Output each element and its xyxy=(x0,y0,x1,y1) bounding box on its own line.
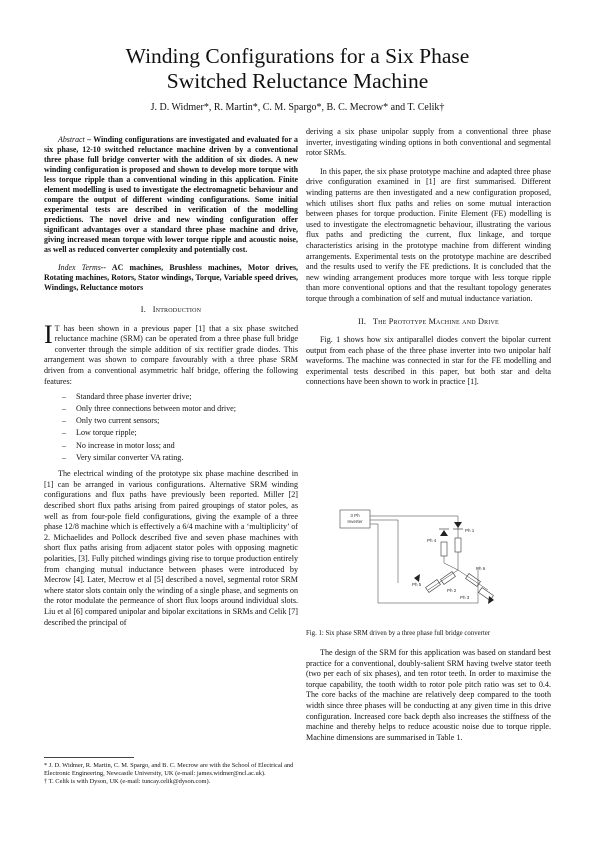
star-connection xyxy=(428,552,488,590)
right-paragraph-4: The design of the SRM for this application was based on standard best practice for a conventional, doubly-salient SRM having twelve stator teeth (two per each of six phases), and ten rotor teeth. In order to maximise the torque capability, the tooth width to rotor pole pitch ratio was set to 0.4. The core backs of the machine are relatively deep compared to the tooth width since three phases will be conducting at any given time in this drive configuration. Increased core back depth also increases the stiffness of the machine and thereby helps to reduce acoustic noise due to torque ripple. Machine dimensions are summarised in Table 1. xyxy=(306,648,551,742)
right-column xyxy=(306,127,551,393)
winding-ph2 xyxy=(441,572,456,585)
label-ph4: Ph 4 xyxy=(427,538,437,543)
list-item: – Standard three phase inverter drive; xyxy=(62,392,298,403)
winding-ph1 xyxy=(455,538,461,552)
intro-paragraph-1 xyxy=(44,319,298,388)
inverter-label-2: Inverter xyxy=(347,519,363,524)
drop-cap: I xyxy=(44,319,53,349)
paper-title xyxy=(0,44,595,94)
abstract xyxy=(44,135,298,255)
list-item: – Only two current sensors; xyxy=(62,416,298,427)
winding-ph5 xyxy=(426,580,441,593)
section-title: The Prototype Machine and Drive xyxy=(372,316,499,326)
list-item: – Very similar converter VA rating. xyxy=(62,453,298,464)
feature-list xyxy=(62,392,298,463)
footnote-authors: * J. D. Widmer, R. Martin, C. M. Spargo, and B. C. Mecrow are with the School of Electrical and Electronic Engineering, Newcastle University, UK (e-mail: james.widmer@ncl.ac.uk). xyxy=(44,762,294,777)
inverter-label-1: 3 Ph xyxy=(350,513,360,518)
section-number: II. xyxy=(358,316,367,326)
index-terms-text: -- AC machines, Brushless machines, Motor drives, Rotating machines, Rotors, Stator windings, Torque, Variable speed drives, Windings, Reluctance motors xyxy=(44,263,298,292)
intro-paragraph-2: The electrical winding of the prototype six phase machine described in [1] can be arranged in various configurations. Alternative SRM winding configurations and flux paths have previously been reported. Miller [2] described short flux paths arising from paired groupings of stator poles, as well as from four-pole field configurations, giving the example of a three phase 12/8 machine which is effectively a 6/4 machine with a ‘multiplicity’ of 2. Michaelides and Pollock described five and seven phase machines with short flux paths arising from adjacent stator poles with opposing magnetic polarities, [3]. Fully pitched windings giving rise to torque production entirely from changing mutual inductance between phases were introduced by Mecrow [4]. Later, Mecrow et al [5] described a novel, segmental rotor SRM where stator slots contain only the winding of a single phase, and segments on the rotor modulate the permeance of short flux loops around individual slots. Liu et al [6] compared unipolar and bipolar excitations in SRMs and Celik [7] described the principal of xyxy=(44,469,298,627)
diode-pair-1 xyxy=(439,522,463,536)
right-paragraph-3: Fig. 1 shows how six antiparallel diodes convert the bipolar current output from each phase of the three phase inverter into two unipolar half waveforms. The machine was connected in star for the FE modelling and experimental tests described in this paper, but both star and delta connections have been shown to work in practice [1]. xyxy=(306,335,551,387)
abstract-text: – Winding configurations are investigated and evaluated for a six phase, 12-10 switched reluctance machine driven by a conventional three phase full bridge converter with the addition of six diodes. A new winding configuration is proposed and shown to develop more torque with less torque ripple than a conventional winding in this application. Finite element modelling is used to investigate the electromagnetic behaviour and compare the output of different winding configurations. Some initial experimental tests are described in verification of the modelling predictions. The novel drive and new winding configuration offer significant advantages over a standard three phase machine and drive, giving increased mean torque with lower torque ripple and acoustic noise, as well as reduced converter complexity and potentially cost. xyxy=(44,135,298,254)
footnotes xyxy=(44,762,298,786)
section-heading-introduction xyxy=(44,305,298,316)
right-paragraph-2: In this paper, the six phase prototype machine and adapted three phase drive configuration examined in [1] are first summarised. Different winding patterns are then investigated and a new configuration proposed, which utilises short flux paths and relies on some mutual interaction between phases for torque production. Finite Element (FE) modelling is used to investigate the electromagnetic behaviour, illustrating the various flux paths and predicting the current, flux linkage, and torque characteristics arising in the prototype machine from different winding arrangements. Experimental tests on the prototype machine are described and the results used to verify the FE predictions. It is concluded that the new winding arrangement produces more torque with less torque ripple than more conventional options and that the resultant topology generates torque through a combination of self and mutual inductance variation. xyxy=(306,166,551,303)
section-heading-prototype xyxy=(306,317,551,328)
section-title: Introduction xyxy=(152,305,202,314)
label-ph1: Ph 1 xyxy=(465,528,475,533)
label-ph5: Ph 5 xyxy=(412,582,422,587)
list-item: – Low torque ripple; xyxy=(62,428,298,439)
diode-ph3 xyxy=(488,596,494,604)
figure-1-circuit xyxy=(338,508,503,618)
right-paragraph-1: deriving a six phase unipolar supply from a conventional three phase inverter, investigating winding options in both conventional and segmental rotor SRMs. xyxy=(306,127,551,158)
index-terms-label: Index Terms xyxy=(58,263,101,272)
index-terms xyxy=(44,263,298,293)
intro-text-1: T has been shown in a previous paper [1] that a six phase switched reluctance machine (SRM) can be operated from a three phase full bridge converter through the simple addition of six rectifier grade diodes. This arrangement was shown to compare favourably with a three phase SRM driven from a conventional asymmetric half bridge, offering the following features: xyxy=(44,323,298,386)
abstract-label: Abstract xyxy=(58,135,85,144)
title-line-1: Winding Configurations for a Six Phase xyxy=(125,44,470,68)
section-number: I. xyxy=(140,305,146,314)
authors: J. D. Widmer*, R. Martin*, C. M. Spargo*, B. C. Mecrow* and T. Celik† xyxy=(150,102,445,113)
left-column xyxy=(44,135,298,633)
list-item: – Only three connections between motor and drive; xyxy=(62,404,298,415)
diode-ph5 xyxy=(414,574,420,582)
label-ph2: Ph 2 xyxy=(447,588,457,593)
right-paragraph-4-container xyxy=(306,648,551,748)
label-ph6: Ph 6 xyxy=(476,566,486,571)
footnote-celik: † T. Celik is with Dyson, UK (e-mail: tuncay.celik@dyson.com). xyxy=(44,778,211,785)
label-ph3: Ph 3 xyxy=(460,595,470,600)
title-line-2: Switched Reluctance Machine xyxy=(166,69,429,93)
winding-ph4 xyxy=(441,542,447,556)
figure-caption: Fig. 1: Six phase SRM driven by a three phase full bridge converter xyxy=(306,630,491,637)
list-item: – No increase in motor loss; and xyxy=(62,441,298,452)
footnote-rule xyxy=(44,757,134,758)
